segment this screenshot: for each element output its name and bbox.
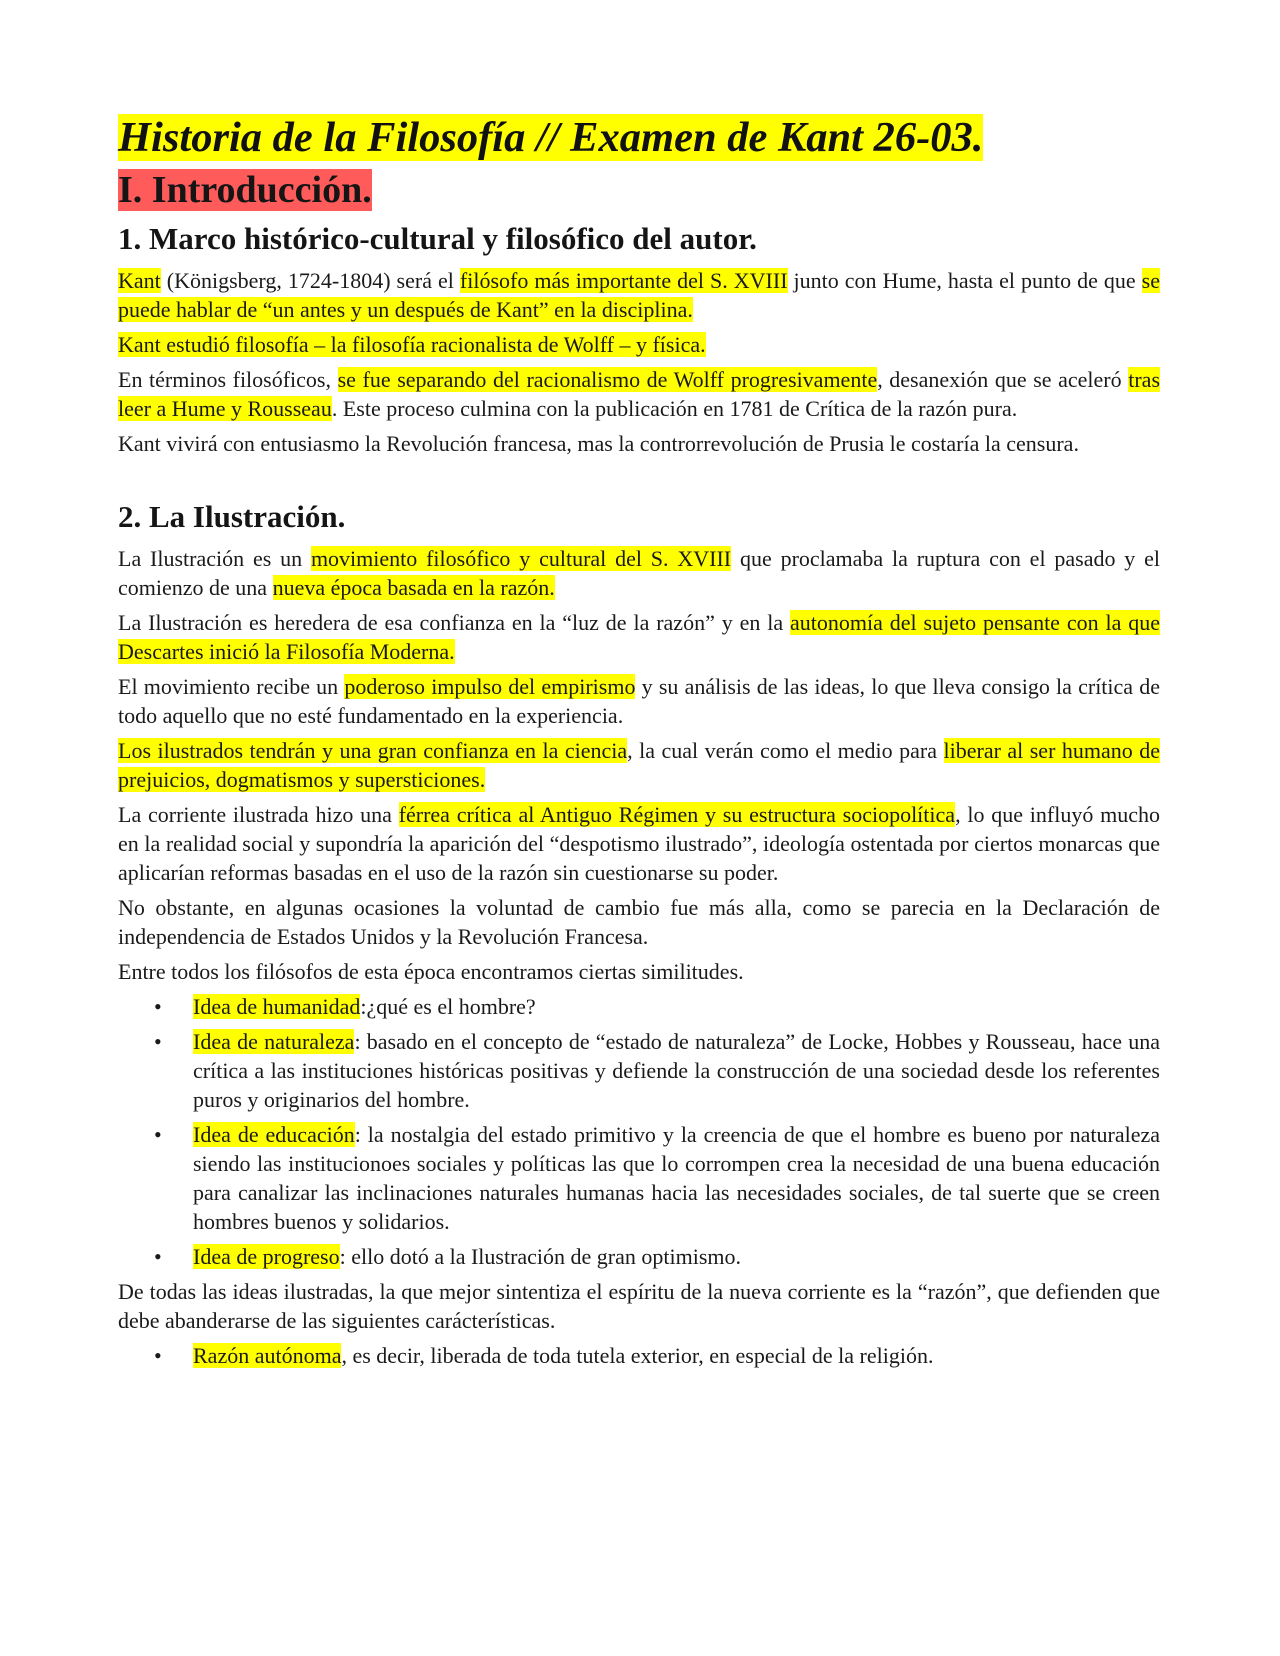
paragraph	[118, 608, 1160, 666]
highlighted-text: se fue separando del racionalismo de Wolff progresivamente	[337, 367, 878, 392]
highlighted-text: Los ilustrados tendrán y una gran confianza en la ciencia	[118, 738, 628, 763]
text-run: , desanexión que se aceleró	[877, 367, 1129, 392]
highlighted-text: tras leer a Hume y Rousseau	[118, 367, 1160, 421]
paragraph	[118, 429, 1160, 458]
text-run: que proclamaba la ruptura con el pasado y el comienzo de una	[118, 546, 1161, 600]
text-run: No obstante, en algunas ocasiones la voluntad de cambio fue más alla, como se parecia en la Declaración de independencia de Estados Unidos y la Revolución Francesa.	[118, 895, 1160, 949]
text-run: , es decir, liberada de toda tutela exterior, en especial de la religión.	[341, 1343, 934, 1368]
text-run: De todas las ideas ilustradas, la que mejor sintentiza el espíritu de la nueva corriente es la “razón”, que defienden que debe abanderarse de las siguientes carácterísticas.	[118, 1279, 1160, 1333]
paragraph	[118, 893, 1160, 951]
paragraph	[118, 672, 1160, 730]
paragraph	[118, 330, 1160, 359]
title-text: Historia de la Filosofía // Examen de Kant 26-03.	[118, 114, 984, 161]
text-run: La Ilustración es un	[118, 546, 311, 571]
text-run: :¿qué es el hombre?	[360, 994, 536, 1019]
section-2-after-list	[118, 1277, 1160, 1335]
highlighted-text: filósofo más importante del S. XVIII	[459, 268, 788, 293]
highlighted-text: poderoso impulso del empirismo	[344, 674, 636, 699]
text-run: El movimiento recibe un	[118, 674, 345, 699]
text-run: Entre todos los filósofos de esta época encontramos ciertas similitudes.	[118, 959, 744, 984]
text-run: Kant vivirá con entusiasmo la Revolución francesa, mas la controrrevolución de Prusia le costaría la censura.	[118, 431, 1079, 456]
part-heading	[118, 166, 1160, 214]
paragraph	[118, 544, 1160, 602]
bullet-icon: •	[154, 1122, 162, 1147]
highlighted-text: Razón autónoma	[193, 1343, 342, 1368]
list-item	[118, 992, 1160, 1021]
section-1-heading: 1. Marco histórico-cultural y filosófico del autor.	[118, 221, 757, 256]
section-2-heading: 2. La Ilustración.	[118, 499, 346, 534]
section-2-body	[118, 544, 1160, 986]
paragraph	[118, 1277, 1160, 1335]
highlighted-text: Idea de humanidad	[193, 994, 361, 1019]
highlighted-text: Idea de naturaleza	[193, 1029, 355, 1054]
bullet-icon: •	[154, 1343, 162, 1368]
highlighted-text: férrea crítica al Antiguo Régimen y su estructura sociopolítica	[398, 802, 956, 827]
highlighted-text: autonomía del sujeto pensante con la que Descartes inició la Filosofía Moderna.	[118, 610, 1161, 664]
paragraph	[118, 365, 1160, 423]
bullet-icon: •	[154, 1029, 162, 1054]
text-run: junto con Hume, hasta el punto de que	[787, 268, 1142, 293]
highlighted-text: movimiento filosófico y cultural del S. XVIII	[310, 546, 732, 571]
text-run: La Ilustración es heredera de esa confianza en la “luz de la razón” y en la	[118, 610, 791, 635]
bullet-icon: •	[154, 994, 162, 1019]
highlighted-text: Idea de educación	[193, 1122, 355, 1147]
text-run: En términos filosóficos,	[118, 367, 338, 392]
reason-characteristics-list	[118, 1341, 1160, 1370]
document-title	[118, 112, 1160, 164]
highlighted-text: nueva época basada en la razón.	[272, 575, 555, 600]
list-item	[118, 1027, 1160, 1114]
text-run: y su análisis de las ideas, lo que lleva consigo la crítica de todo aquello que no esté fundamentado en la experiencia.	[118, 674, 1161, 728]
highlighted-text: Idea de progreso	[193, 1244, 340, 1269]
text-run: (Königsberg, 1724-1804) será el	[160, 268, 460, 293]
text-run: : la nostalgia del estado primitivo y la creencia de que el hombre es bueno por naturaleza siendo las institucionoes sociales y políticas las que lo corrompen crea la necesidad de una buena educación para canalizar las inclinaciones naturales humanas hacia las necesidades sociales, de tal suerte que se creen hombres buenos y solidarios.	[193, 1122, 1160, 1234]
highlighted-text: liberar al ser humano de prejuicios, dogmatismos y supersticiones.	[118, 738, 1161, 792]
document-page	[118, 112, 1160, 1376]
highlighted-text: Kant estudió filosofía – la filosofía racionalista de Wolff – y física.	[118, 332, 706, 357]
similarities-list	[118, 992, 1160, 1271]
paragraph	[118, 266, 1160, 324]
bullet-icon: •	[154, 1244, 162, 1269]
text-run: . Este proceso culmina con la publicación en 1781 de Crítica de la razón pura.	[331, 396, 1018, 421]
section-1-body	[118, 266, 1160, 458]
highlighted-text: se puede hablar de “un antes y un después de Kant” en la disciplina.	[118, 268, 1160, 322]
list-item	[118, 1120, 1160, 1236]
paragraph	[118, 800, 1160, 887]
text-run: La corriente ilustrada hizo una	[118, 802, 399, 827]
paragraph	[118, 736, 1160, 794]
part-heading-text: I. Introducción.	[118, 169, 372, 211]
highlighted-text: Kant	[118, 268, 161, 293]
list-item	[118, 1242, 1160, 1271]
paragraph	[118, 957, 1160, 986]
text-run: , la cual verán como el medio para	[627, 738, 944, 763]
list-item	[118, 1341, 1160, 1370]
text-run: : basado en el concepto de “estado de naturaleza” de Locke, Hobbes y Rousseau, hace una crítica a las instituciones históricas positivas y defiende la construcción de una sociedad desde los referentes puros y originarios del hombre.	[193, 1029, 1161, 1112]
text-run: , lo que influyó mucho en la realidad social y supondría la aparición del “despotismo ilustrado”, ideología ostentada por ciertos monarcas que aplicarían reformas basadas en el uso de la razón sin cuestionarse su poder.	[118, 802, 1160, 885]
text-run: : ello dotó a la Ilustración de gran optimismo.	[339, 1244, 742, 1269]
